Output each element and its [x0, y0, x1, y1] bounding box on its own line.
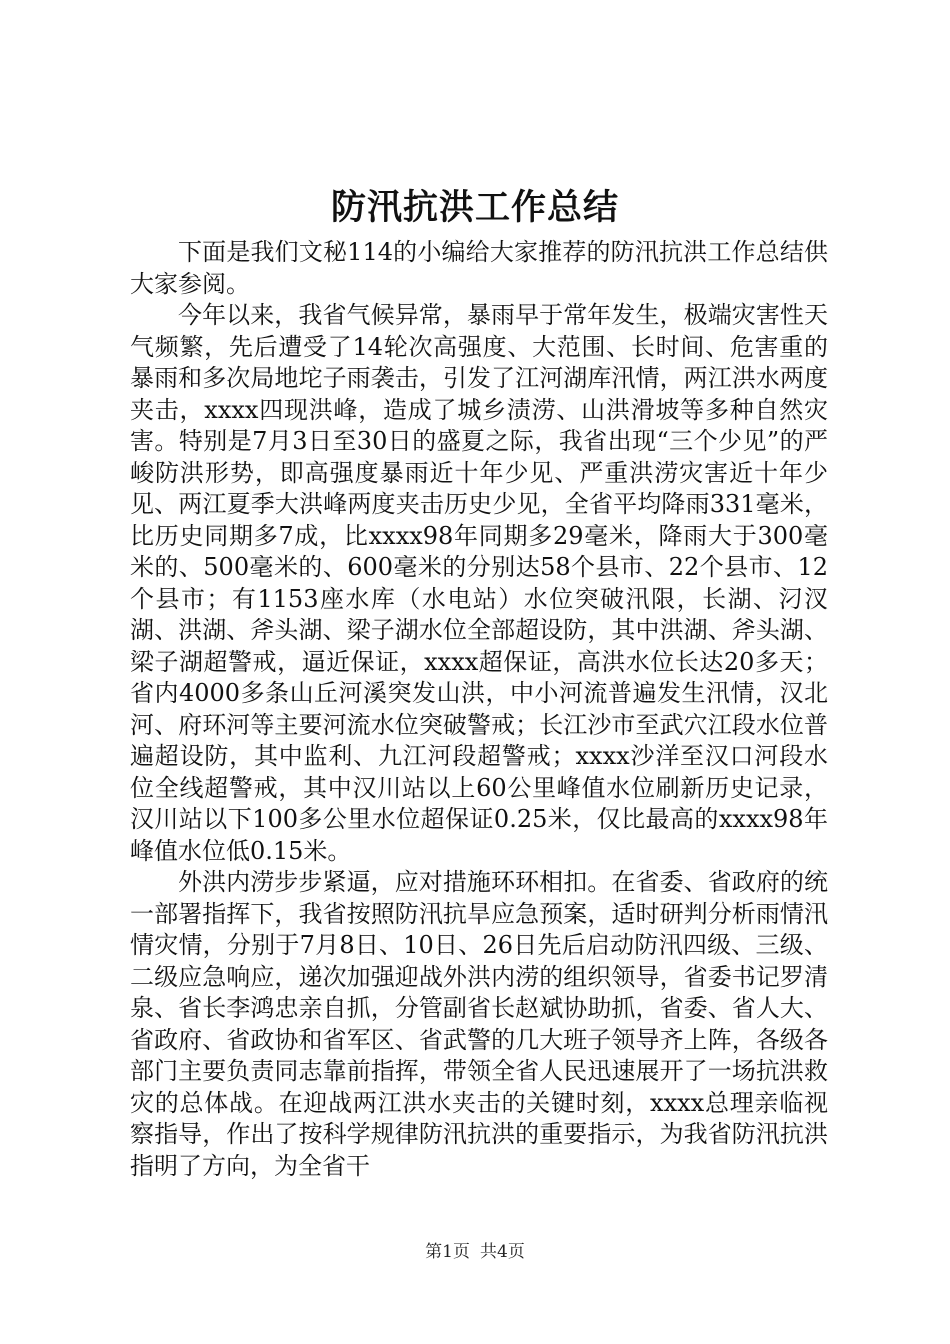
document-body	[130, 237, 828, 1182]
paragraph-response: 外洪内涝步步紧逼，应对措施环环相扣。在省委、省政府的统一部署指挥下，我省按照防汛抗旱应急预案，适时研判分析雨情汛情灾情，分别于7月8日、10日、26日先后启动防汛四级、三级、二级应急响应，递次加强迎战外洪内涝的组织领导，省委书记罗清泉、省长李鸿忠亲自抓，分管副省长赵斌协助抓，省委、省人大、省政府、省政协和省军区、省武警的几大班子领导齐上阵，各级各部门主要负责同志靠前指挥，带领全省人民迅速展开了一场抗洪救灾的总体战。在迎战两江洪水夹击的关键时刻，xxxx总理亲临视察指导，作出了按科学规律防汛抗洪的重要指示，为我省防汛抗洪指明了方向，为全省干	[130, 868, 828, 1180]
page-number: 第1页	[425, 1242, 470, 1262]
paragraph-situation: 今年以来，我省气候异常，暴雨早于常年发生，极端灾害性天气频繁，先后遭受了14轮次高强度、大范围、长时间、危害重的暴雨和多次局地坨子雨袭击，引发了江河湖库汛情，两江洪水两度夹击，xxxx四现洪峰，造成了城乡渍涝、山洪滑坡等多种自然灾害。特别是7月3日至30日的盛夏之际，我省出现“三个少见”的严峻防洪形势，即高强度暴雨近十年少见、严重洪涝灾害近十年少见、两江夏季大洪峰两度夹击历史少见，全省平均降雨331毫米，比历史同期多7成，比xxxx98年同期多29毫米，降雨大于300毫米的、500毫米的、600毫米的分别达58个县市、22个县市、12个县市；有1153座水库（水电站）水位突破汛限，长湖、汈汊湖、洪湖、斧头湖、梁子湖水位全部超设防，其中洪湖、斧头湖、梁子湖超警戒，逼近保证，xxxx超保证，高洪水位长达20多天；省内4000多条山丘河溪突发山洪，中小河流普遍发生汛情，汉北河、府环河等主要河流水位突破警戒；长江沙市至武穴江段水位普遍超设防，其中监利、九江河段超警戒；xxxx沙洋至汉口河段水位全线超警戒，其中汉川站以上60公里峰值水位刷新历史记录，汉川站以下100多公里水位超保证0.25米，仅比最高的xxxx98年峰值水位低0.15米。	[130, 301, 828, 865]
page-total: 共4页	[480, 1242, 525, 1262]
paragraph-intro: 下面是我们文秘114的小编给大家推荐的防汛抗洪工作总结供大家参阅。	[130, 238, 828, 298]
page-footer	[0, 1240, 950, 1264]
document-title: 防汛抗洪工作总结	[330, 187, 619, 228]
